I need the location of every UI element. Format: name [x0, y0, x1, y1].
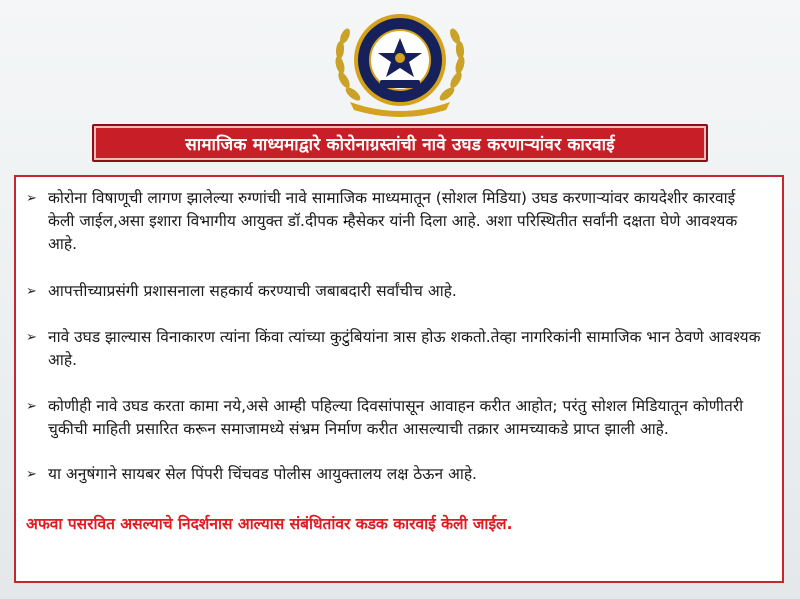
arrow-bullet-icon: ➢ [26, 330, 37, 345]
arrow-bullet-icon: ➢ [26, 467, 37, 482]
notice-title-banner [92, 124, 708, 162]
warning-text: अफवा पसरवित असल्याचे निदर्शनास आल्यास संबंधितांवर कडक कारवाई केली जाईल. [26, 515, 513, 533]
point-text: नावे उघड झाल्यास विनाकारण त्यांना किंवा त्यांच्या कुटुंबियांना त्रास होऊ शकतो.तेव्हा नागरिकांनी सामाजिक भान ठेवणे आवश्यक आहे. [48, 328, 761, 369]
arrow-bullet-icon: ➢ [26, 399, 37, 414]
list-item [26, 280, 764, 303]
point-text: या अनुषंगाने सायबर सेल पिंपरी चिंचवड पोलीस आयुक्तालय लक्ष ठेऊन आहे. [48, 465, 477, 483]
point-text: कोणीही नावे उघड करता कामा नये,असे आम्ही पहिल्या दिवसांपासून आवाहन करीत आहोत; परंतु सोशल मिडियातून कोणीतरी चुकीची माहिती प्रसारित करून समाजामध्ये संभ्रम निर्माण करीत आसल्याची तक्रार आमच्याकडे प्राप्त झाली आहे. [48, 397, 744, 438]
list-item [26, 395, 764, 441]
list-item [26, 187, 764, 256]
point-text: आपत्तीच्याप्रसंगी प्रशासनाला सहकार्य करण्याची जबाबदारी सर्वांचीच आहे. [48, 282, 457, 300]
notice-content-box [14, 175, 784, 583]
list-item [26, 326, 764, 372]
banner-title: सामाजिक माध्यमाद्वारे कोरोनाग्रस्तांची नावे उघड करणाऱ्यांवर कारवाई [185, 134, 615, 155]
arrow-bullet-icon: ➢ [26, 284, 37, 299]
point-text: कोरोना विषाणूची लागण झालेल्या रुग्णांची नावे सामाजिक माध्यमातून (सोशल मिडिया) उघड करणाऱ्यांवर कायदेशीर कारवाई केली जाईल,असा इशारा विभागीय आयुक्त डॉ.दीपक म्हैसेकर यांनी दिला आहे. अशा परिस्थितीत सर्वांनी दक्षता घेणे आवश्यक आहे. [48, 189, 738, 253]
list-item [26, 463, 764, 486]
arrow-bullet-icon: ➢ [26, 191, 37, 206]
police-emblem-icon [328, 10, 472, 118]
